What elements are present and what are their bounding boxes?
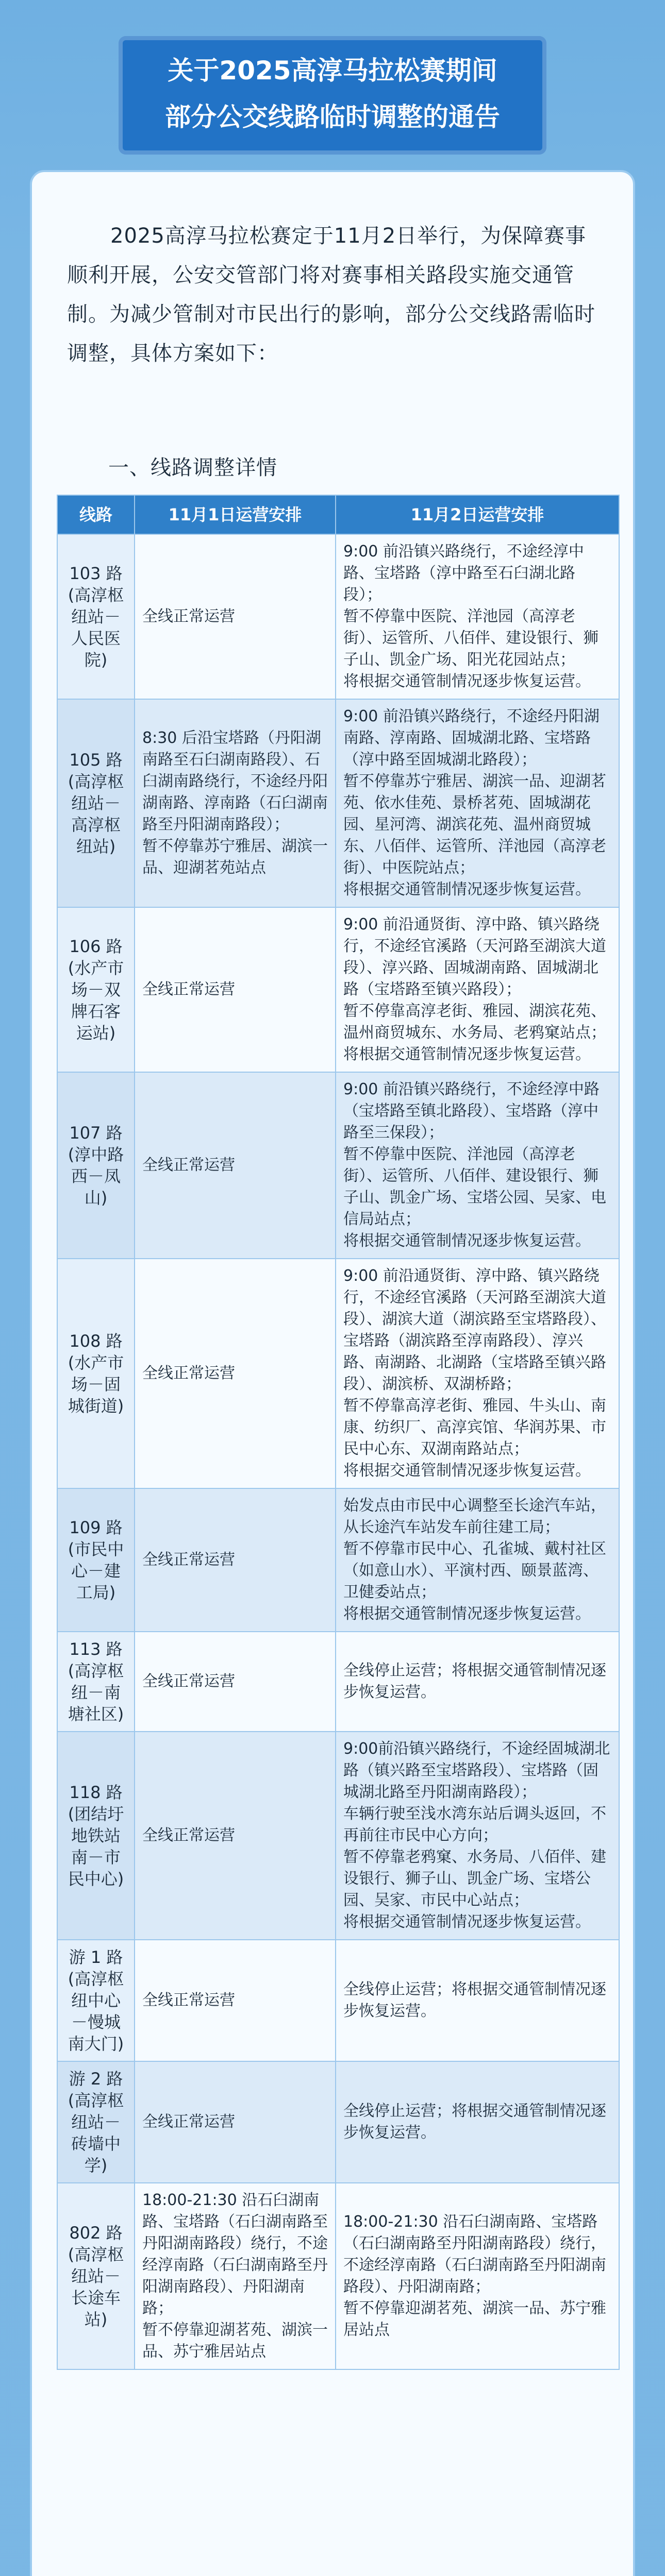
nov1-cell: 全线正常运营 <box>135 534 336 699</box>
route-cell: 游 2 路 (高淳枢纽站－砖墙中学) <box>57 2061 135 2183</box>
nov2-cell: 全线停止运营；将根据交通管制情况逐步恢复运营。 <box>336 1632 619 1732</box>
header-nov1: 11月1日运营安排 <box>135 495 336 534</box>
table-header-row <box>57 495 619 534</box>
table-row <box>57 1259 619 1488</box>
nov2-cell: 9:00 前沿镇兴路绕行，不途经淳中路（宝塔路至镇北路段）、宝塔路（淳中路至三保段）； 暂不停靠中医院、洋池园（高淳老街）、运管所、八佰伴、建设银行、狮子山、凯金广场、宝塔公园、吴家、电信局站点； 将根据交通管制情况逐步恢复运营。 <box>336 1072 619 1259</box>
title-line-1: 关于2025高淳马拉松赛期间 <box>168 56 497 86</box>
nov2-cell: 9:00 前沿通贤街、淳中路、镇兴路绕行，不途经官溪路（天河路至湖滨大道段）、湖滨大道（湖滨路至宝塔路段）、宝塔路（湖滨路至淳南路段）、淳兴路、南湖路、北湖路（宝塔路至镇兴路段）、湖滨桥、双湖桥路； 暂不停靠高淳老街、雅园、牛头山、南康、纺织厂、高淳宾馆、华润苏果、市民中心东、双湖南路站点； 将根据交通管制情况逐步恢复运营。 <box>336 1259 619 1488</box>
title-line-2: 部分公交线路临时调整的通告 <box>165 102 500 132</box>
title-banner <box>119 36 546 155</box>
nov1-cell: 全线正常运营 <box>135 1259 336 1488</box>
table-row <box>57 907 619 1072</box>
nov2-cell: 9:00 前沿通贤街、淳中路、镇兴路绕行，不途经官溪路（天河路至湖滨大道段）、淳兴路、固城湖南路、固城湖北路（宝塔路至镇兴路段）； 暂不停靠高淳老街、雅园、湖滨花苑、温州商贸城东、水务局、老鸦窠站点； 将根据交通管制情况逐步恢复运营。 <box>336 907 619 1072</box>
nov2-cell: 9:00 前沿镇兴路绕行，不途经淳中路、宝塔路（淳中路至石臼湖北路段）； 暂不停靠中医院、洋池园（高淳老街）、运管所、八佰伴、建设银行、狮子山、凯金广场、阳光花园站点； 将根据交通管制情况逐步恢复运营。 <box>336 534 619 699</box>
route-cell: 106 路 (水产市场－双牌石客运站) <box>57 907 135 1072</box>
section-heading-1: 一、线路调整详情 <box>108 456 277 480</box>
header-nov2: 11月2日运营安排 <box>336 495 619 534</box>
nov2-cell: 全线停止运营；将根据交通管制情况逐步恢复运营。 <box>336 2061 619 2183</box>
table-row <box>57 1940 619 2061</box>
table-row <box>57 699 619 907</box>
nov1-cell: 全线正常运营 <box>135 2061 336 2183</box>
route-cell: 108 路 (水产市场－固城街道) <box>57 1259 135 1488</box>
route-cell: 105 路 (高淳枢纽站－高淳枢纽站) <box>57 699 135 907</box>
route-table <box>57 495 620 2370</box>
route-cell: 109 路 (市民中心－建工局) <box>57 1488 135 1632</box>
nov2-cell: 全线停止运营；将根据交通管制情况逐步恢复运营。 <box>336 1940 619 2061</box>
nov1-cell: 全线正常运营 <box>135 907 336 1072</box>
nov1-cell: 全线正常运营 <box>135 1632 336 1732</box>
table-row <box>57 1488 619 1632</box>
route-cell: 107 路 (淳中路西－凤山) <box>57 1072 135 1259</box>
table-row <box>57 2183 619 2369</box>
nov1-cell: 全线正常运营 <box>135 1072 336 1259</box>
table-body <box>57 534 619 2369</box>
table-row <box>57 1732 619 1940</box>
header-line: 线路 <box>57 495 135 534</box>
nov1-cell: 18:00-21:30 沿石臼湖南路、宝塔路（石臼湖南路至丹阳湖南路段）绕行，不途经淳南路（石臼湖南路至丹阳湖南路段）、丹阳湖南路； 暂不停靠迎湖茗苑、湖滨一品、苏宁雅居站点 <box>135 2183 336 2369</box>
nov2-cell: 9:00 前沿镇兴路绕行，不途经丹阳湖南路、淳南路、固城湖北路、宝塔路（淳中路至固城湖北路段）； 暂不停靠苏宁雅居、湖滨一品、迎湖茗苑、依水佳苑、景桥茗苑、固城湖花园、星河湾、湖滨花苑、温州商贸城东、八佰伴、运管所、洋池园（高淳老街）、中医院站点； 将根据交通管制情况逐步恢复运营。 <box>336 699 619 907</box>
table-row <box>57 534 619 699</box>
intro-paragraph: 2025高淳马拉松赛定于11月2日举行，为保障赛事顺利开展，公安交管部门将对赛事相关路段实施交通管制。为减少管制对市民出行的影响，部分公交线路需临时调整，具体方案如下： <box>67 224 595 365</box>
nov1-cell: 全线正常运营 <box>135 1940 336 2061</box>
route-cell: 802 路 (高淳枢纽站－长途车站) <box>57 2183 135 2369</box>
nov2-cell: 18:00-21:30 沿石臼湖南路、宝塔路（石臼湖南路至丹阳湖南路段）绕行，不途经淳南路（石臼湖南路至丹阳湖南路段）、丹阳湖南路； 暂不停靠迎湖茗苑、湖滨一品、苏宁雅居站点 <box>336 2183 619 2369</box>
table-row <box>57 1072 619 1259</box>
table-row <box>57 2061 619 2183</box>
route-cell: 118 路 (团结圩地铁站南－市民中心) <box>57 1732 135 1940</box>
nov1-cell: 全线正常运营 <box>135 1488 336 1632</box>
nov2-cell: 始发点由市民中心调整至长途汽车站，从长途汽车站发车前往建工局； 暂不停靠市民中心、孔雀城、戴村社区（如意山水）、平演村西、颐景蓝湾、卫健委站点； 将根据交通管制情况逐步恢复运营。 <box>336 1488 619 1632</box>
nov2-cell: 9:00前沿镇兴路绕行，不途经固城湖北路（镇兴路至宝塔路段）、宝塔路（固城湖北路至丹阳湖南路段）； 车辆行驶至浅水湾东站后调头返回，不再前往市民中心方向； 暂不停靠老鸦窠、水务局、八佰伴、建设银行、狮子山、凯金广场、宝塔公园、吴家、市民中心站点； 将根据交通管制情况逐步恢复运营。 <box>336 1732 619 1940</box>
nov1-cell: 8:30 后沿宝塔路（丹阳湖南路至石臼湖南路段）、石臼湖南路绕行，不途经丹阳湖南路、淳南路（石臼湖南路至丹阳湖南路段）； 暂不停靠苏宁雅居、湖滨一品、迎湖茗苑站点 <box>135 699 336 907</box>
nov1-cell: 全线正常运营 <box>135 1732 336 1940</box>
route-cell: 113 路 (高淳枢纽－南塘社区) <box>57 1632 135 1732</box>
route-cell: 103 路 (高淳枢纽站－人民医院) <box>57 534 135 699</box>
route-cell: 游 1 路 (高淳枢纽中心－慢城南大门) <box>57 1940 135 2061</box>
table-row <box>57 1632 619 1732</box>
